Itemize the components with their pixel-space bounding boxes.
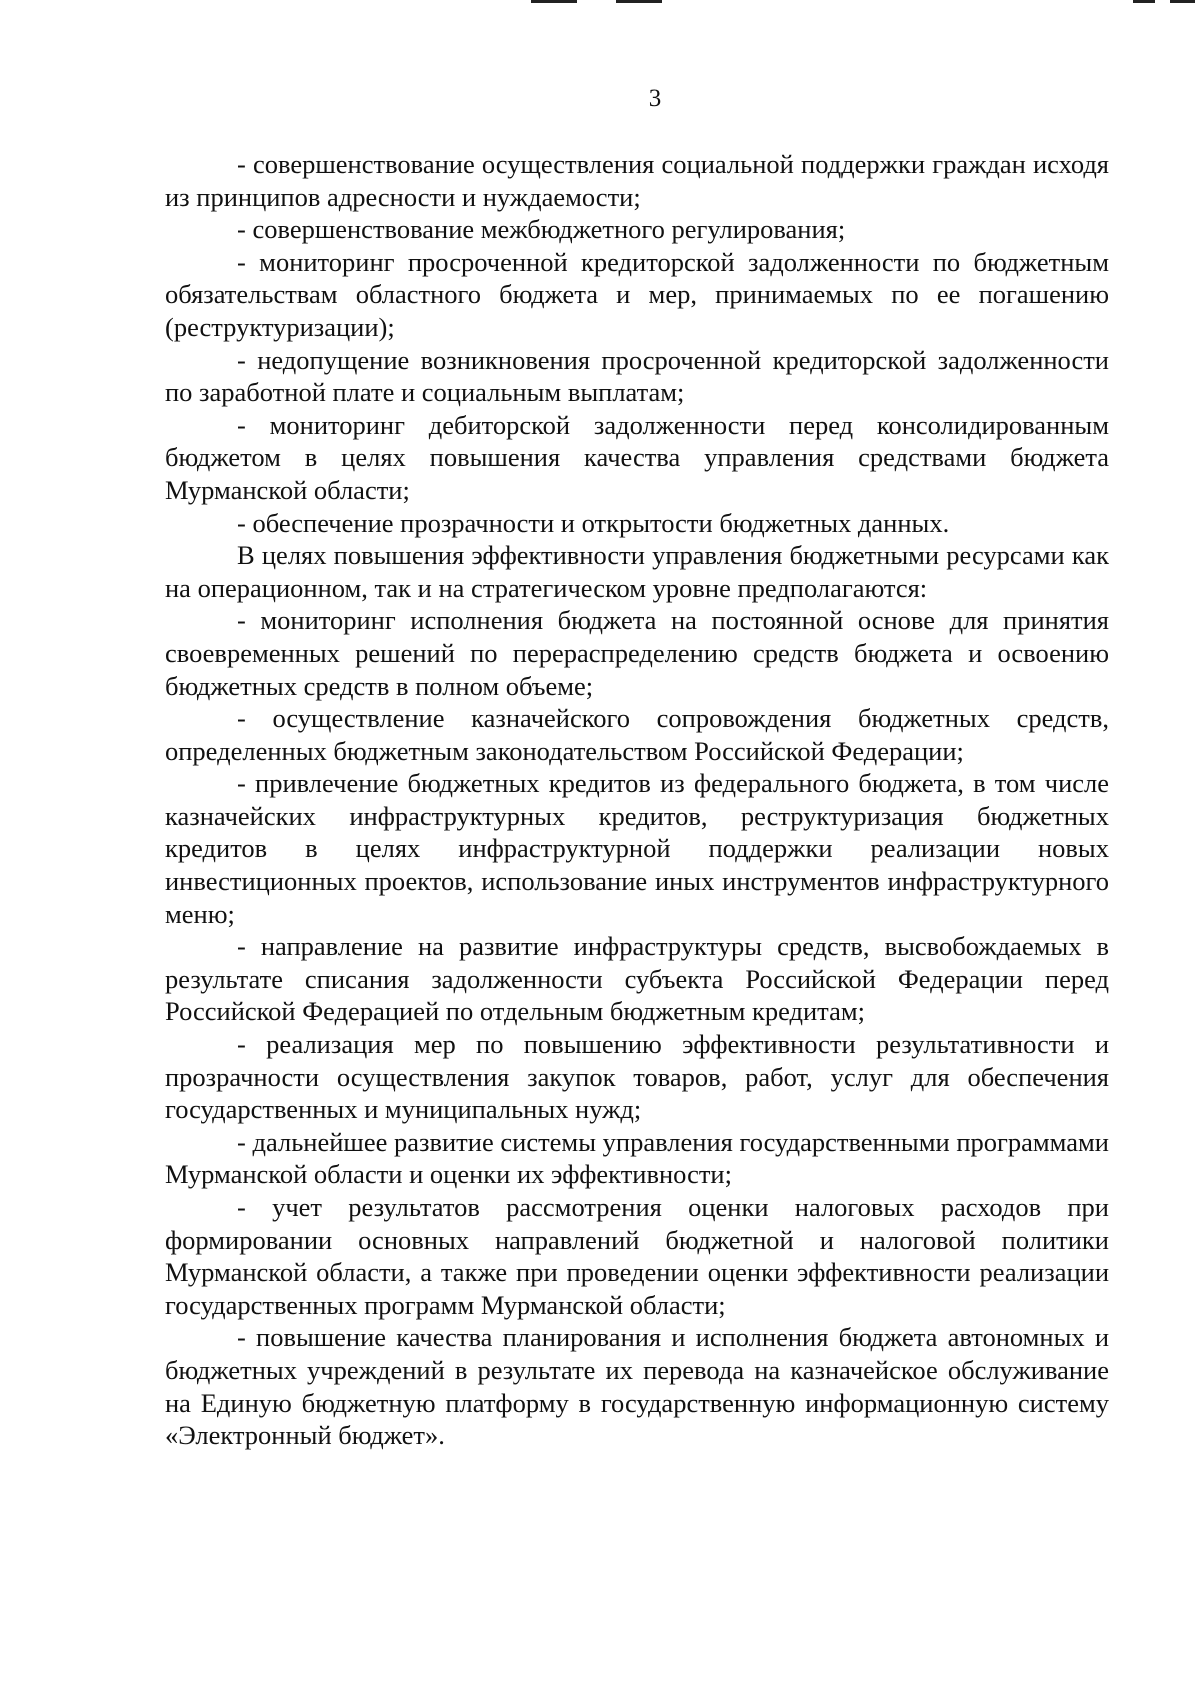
paragraph: - учет результатов рассмотрения оценки налоговых расходов при формировании основных направлений бюджетной и налоговой политики Мурманской области, а также при проведении оценки эффективности реализации государственных программ Мурманской области; (165, 1192, 1109, 1320)
paragraph: - реализация мер по повышению эффективности результативности и прозрачности осуществления закупок товаров, работ, услуг для обеспечения государственных и муниципальных нужд; (165, 1029, 1109, 1125)
paragraph: - привлечение бюджетных кредитов из федерального бюджета, в том числе казначейских инфраструктурных кредитов, реструктуризация бюджетных кредитов в целях инфраструктурной поддержки реализации новых инвестиционных проектов, использование иных инструментов инфраструктурного меню; (165, 768, 1109, 929)
paragraph: - повышение качества планирования и исполнения бюджета автономных и бюджетных учреждений в результате их перевода на казначейское обслуживание на Единую бюджетную платформу в государственную информационную систему «Электронный бюджет». (165, 1322, 1109, 1451)
paragraph: - обеспечение прозрачности и открытости бюджетных данных. (237, 507, 950, 538)
paragraph: - недопущение возникновения просроченной кредиторской задолженности по заработной плате и социальным выплатам; (165, 344, 1109, 408)
scan-edge-mark (1170, 0, 1195, 3)
scan-edge-mark (1133, 0, 1155, 3)
paragraph: - осуществление казначейского сопровождения бюджетных средств, определенных бюджетным законодательством Российской Федерации; (165, 703, 1109, 766)
paragraph: - совершенствование межбюджетного регулирования; (237, 214, 846, 245)
paragraph: - мониторинг исполнения бюджета на постоянной основе для принятия своевременных решений по перераспределению средств бюджета и освоению бюджетных средств в полном объеме; (165, 605, 1109, 701)
paragraph: - направление на развитие инфраструктуры средств, высвобождаемых в результате списания задолженности субъекта Российской Федерации перед Российской Федерацией по отдельным бюджетным кредитам; (165, 931, 1109, 1027)
paragraph: - дальнейшее развитие системы управления государственными программами Мурманской области и оценки их эффективности; (165, 1126, 1109, 1190)
scan-edge-mark (616, 0, 662, 3)
document-body (165, 148, 1109, 1452)
paragraph: - мониторинг дебиторской задолженности перед консолидированным бюджетом в целях повышения качества управления средствами бюджета Мурманской области; (165, 409, 1109, 505)
paragraph: В целях повышения эффективности управления бюджетными ресурсами как на операционном, так и на стратегическом уровне предполагаются: (165, 540, 1109, 603)
scan-edge-mark (531, 0, 577, 3)
paragraph: - совершенствование осуществления социальной поддержки граждан исходя из принципов адресности и нуждаемости; (165, 149, 1109, 212)
paragraph: - мониторинг просроченной кредиторской задолженности по бюджетным обязательствам областного бюджета и мер, принимаемых по ее погашению (реструктуризации); (165, 246, 1109, 342)
page-number: 3 (648, 85, 662, 112)
